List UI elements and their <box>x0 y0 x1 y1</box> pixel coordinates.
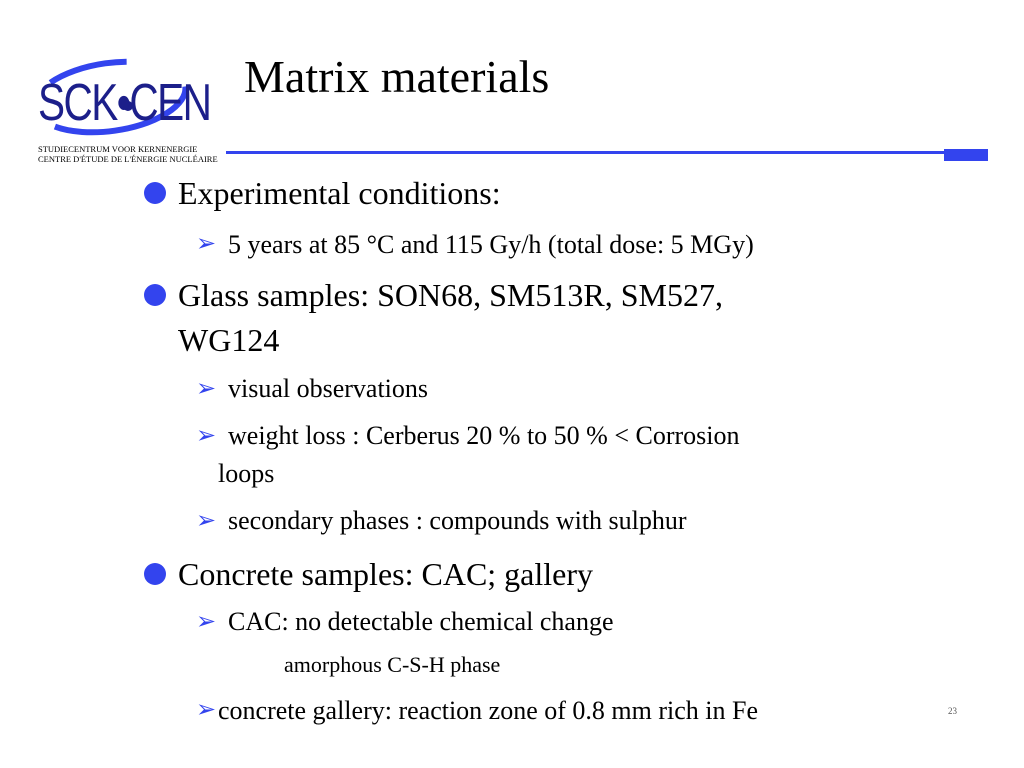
bullet-icon <box>144 182 166 204</box>
arrow-bullet-icon: ➢ <box>196 423 217 449</box>
arrow-bullet-icon: ➢ <box>196 508 217 534</box>
sub-bullet-weight-loss: weight loss : Cerberus 20 % to 50 % < Corrosion <box>228 421 740 450</box>
sub-bullet-secondary-phases: secondary phases : compounds with sulphur <box>228 506 687 535</box>
sub-bullet-visual: visual observations <box>228 374 429 403</box>
bullet-icon <box>144 563 166 585</box>
sub-bullet-weight-loss-cont: loops <box>218 459 275 488</box>
bullet-glass-samples: Glass samples: SON68, SM513R, SM527, <box>178 277 723 313</box>
sub-bullet-cac-detail: amorphous C-S-H phase <box>284 652 501 677</box>
bullet-concrete-samples: Concrete samples: CAC; gallery <box>178 556 594 592</box>
arrow-bullet-icon: ➢ <box>196 697 217 723</box>
slide-title: Matrix materials <box>244 51 550 102</box>
logo-subtitle-2: CENTRE D'ÉTUDE DE L'ÉNERGIE NUCLÉAIRE <box>38 154 218 164</box>
logo-text: SCK•CEN <box>38 74 211 132</box>
sub-bullet-cac: CAC: no detectable chemical change <box>228 607 614 636</box>
page-number: 23 <box>948 706 957 716</box>
bullet-icon <box>144 284 166 306</box>
logo-subtitle-1: STUDIECENTRUM VOOR KERNENERGIE <box>38 144 198 154</box>
arrow-bullet-icon: ➢ <box>196 609 217 635</box>
bullet-glass-samples-cont: WG124 <box>178 322 280 358</box>
arrow-bullet-icon: ➢ <box>196 376 217 402</box>
sub-bullet-concrete-gallery: concrete gallery: reaction zone of 0.8 mm rich in Fe <box>218 696 759 725</box>
arrow-bullet-icon: ➢ <box>196 231 217 257</box>
sub-bullet-conditions: 5 years at 85 °C and 115 Gy/h (total dose: 5 MGy) <box>228 230 754 259</box>
bullet-experimental-conditions: Experimental conditions: <box>178 175 501 211</box>
